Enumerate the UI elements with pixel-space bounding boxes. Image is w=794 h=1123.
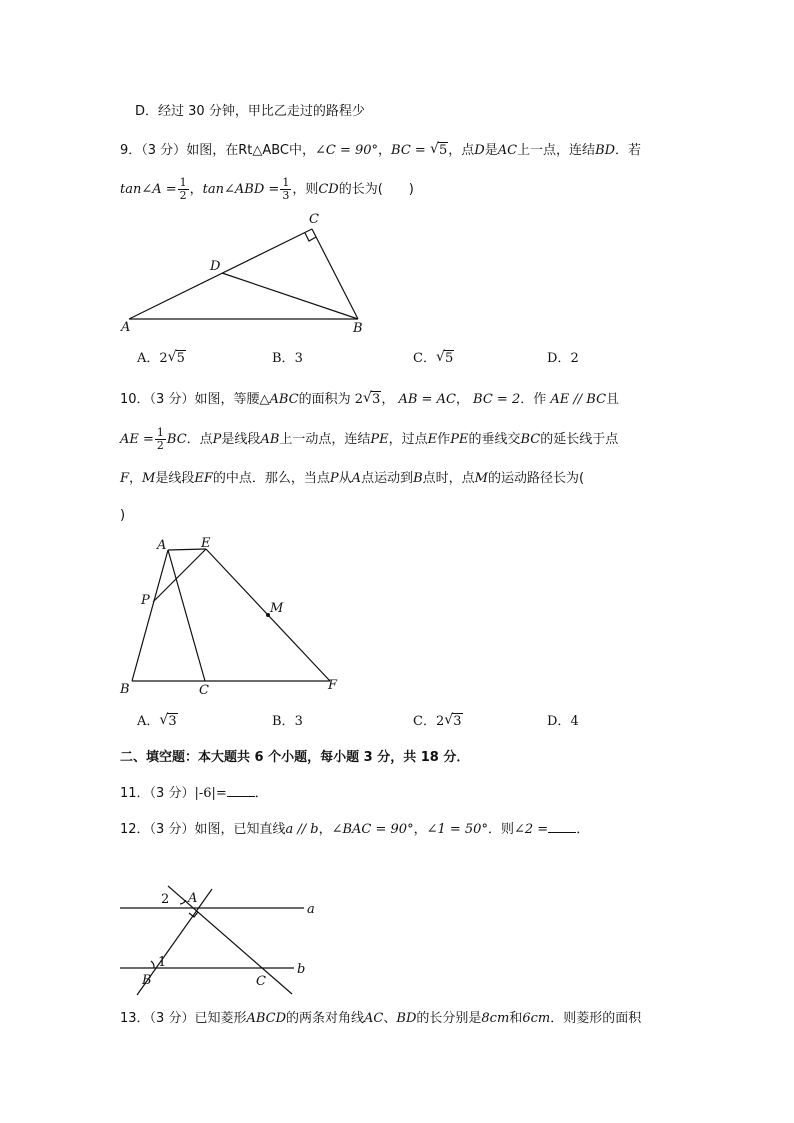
q10-text-13: 是线段 [155, 471, 195, 486]
q10-label-f: F [328, 678, 338, 693]
q12-number: 12． [120, 822, 150, 837]
q10-option-c-pre: 2 [435, 714, 445, 729]
q12-label-line-a: a [307, 902, 315, 917]
q13-text-2: 的两条对角线 [286, 1011, 365, 1026]
q13-bd: BD [396, 1011, 417, 1026]
q10-e: E [427, 432, 438, 447]
q9-bc-rad: 5 [438, 143, 448, 158]
q9-option-a-pre: 2 [159, 351, 168, 366]
q12-text-3: ， [413, 822, 427, 837]
q10-option-c-rad: 3 [453, 714, 462, 729]
q10-text-11: 的延长线于点 [540, 432, 619, 447]
q10-option-c [413, 712, 463, 732]
q9-option-c-label: C． [413, 351, 436, 366]
q9-tan-a-den: 2 [179, 189, 187, 202]
q13-text-6: ．则菱形的面积 [550, 1011, 642, 1026]
q10-ae-den: 2 [156, 439, 164, 452]
q10-b: B [413, 471, 423, 486]
q10-label-c: C [199, 683, 209, 698]
q8-option-d: D．经过 30 分钟，甲比乙走过的路程少 [135, 104, 365, 119]
q9-option-b [272, 349, 303, 369]
q10-option-d-pre: 4 [570, 714, 579, 729]
q9-text-7: 的长为( ) [338, 182, 414, 197]
q9-option-b-label: B． [272, 351, 295, 366]
q13-line [120, 1009, 641, 1029]
q10-score: （3 分） [149, 392, 195, 407]
q12-label-c-point: C [256, 974, 266, 989]
q10-area-pre: 2 [354, 392, 364, 407]
q9-option-d-pre: 2 [570, 351, 579, 366]
q13-text-4: 的长分别是 [416, 1011, 482, 1026]
q13-value-1: 8cm [481, 1011, 510, 1026]
q9-angle-c: ∠C = 90° [314, 143, 379, 158]
q9-text-5: ．若 [615, 143, 642, 158]
q10-line-4: ) [120, 508, 126, 523]
q10-triangle: △ABC [259, 392, 299, 407]
q9-label-d: D [210, 259, 221, 274]
q9-option-a-label: A． [137, 351, 160, 366]
q10-text-10: 的垂线交 [468, 432, 521, 447]
q10-ef: EF [194, 471, 213, 486]
q13-value-2: 6cm [522, 1011, 551, 1026]
q10-option-c-label: C． [413, 714, 436, 729]
q12-text-4: ．则 [487, 822, 514, 837]
q10-ae-num: 1 [156, 426, 164, 439]
q10-option-b-pre: 3 [294, 714, 303, 729]
q12-label-2: 2 [161, 892, 170, 907]
q12-blank[interactable] [548, 820, 576, 833]
q10-pe2: PE [450, 432, 469, 447]
q10-ab: AB [260, 432, 280, 447]
q10-text-17: 点时，点 [422, 471, 475, 486]
q9-text-2: ，点 [448, 143, 475, 158]
q10-label-b: B [120, 682, 130, 697]
q9-tan-abd-den: 3 [282, 189, 290, 202]
q9-segment-ac [129, 229, 312, 319]
q9-line-2: tan∠A = $\frac{1}{2}$ ，tan∠ABD = $\frac{1}{3}$ ，则CD的长为( ) [120, 176, 414, 202]
q10-text-8: ，过点 [388, 432, 428, 447]
q10-text-18: 的运动路径长为( [487, 471, 585, 486]
q9-option-b-pre: 3 [294, 351, 303, 366]
q12-score: （3 分） [149, 822, 195, 837]
section-2-title: 二、填空题：本大题共 6 个小题，每小题 3 分，共 18 分． [120, 750, 470, 765]
q9-label-b: B [353, 321, 363, 336]
q9-text-4: 上一点，连结 [517, 143, 596, 158]
q9-text-1: 如图，在Rt△ABC中， [186, 143, 315, 158]
q10-area-sqrt: √ 3 [363, 390, 381, 407]
q13-abcd: ABCD [246, 1011, 287, 1026]
q9-point-d: D [474, 143, 485, 158]
q9-tan-a: tan∠A = [120, 182, 177, 197]
q12-end: ． [576, 822, 590, 837]
q13-text-3: 、 [383, 1011, 397, 1026]
q12-label-1: 1 [158, 955, 167, 970]
q10-label-p: P [141, 593, 150, 608]
q10-p2: P [329, 471, 339, 486]
q9-option-a [137, 349, 186, 369]
q13-score: （3 分） [149, 1011, 195, 1026]
q12-line [120, 820, 589, 840]
q10-bc-eq: BC = 2 [473, 392, 521, 407]
q13-number: 13． [120, 1011, 150, 1026]
q10-option-b [272, 712, 303, 732]
q10-line-1: 10．（3 分）如图，等腰△ABC的面积为 2 √ 3， AB = AC， BC = 2．作 AE // BC且 [120, 390, 619, 410]
q9-tan-abd: tan∠ABD = [202, 182, 280, 197]
q11-end: ． [254, 786, 268, 801]
q12-angle-2: ∠2 = [513, 822, 549, 837]
q12-label-b-point: B [142, 973, 152, 988]
q10-text-1: 如图，等腰 [194, 392, 260, 407]
q10-ae-bc: AE // BC [550, 392, 607, 407]
q9-ac: AC [497, 143, 518, 158]
q12-angle-1: ∠1 = 50° [426, 822, 488, 837]
q10-option-d-label: D． [547, 714, 571, 729]
q10-m2: M [474, 471, 488, 486]
q10-ae-eq: AE = [120, 432, 154, 447]
q12-parallel: a // b [285, 822, 319, 837]
q10-option-a-rad: 3 [168, 714, 177, 729]
q9-score: （3 分） [141, 143, 187, 158]
q10-f: F [120, 471, 130, 486]
q10-text-7: 上一动点，连结 [279, 432, 371, 447]
q10-p: P [212, 432, 222, 447]
q12-label-a-point: A [188, 891, 198, 906]
q10-pe: PE [370, 432, 389, 447]
q10-option-d [547, 712, 579, 732]
q10-label-a: A [157, 538, 167, 553]
q10-a: A [351, 471, 362, 486]
q9-text-6: ，则 [292, 182, 319, 197]
q10-text-2: 的面积为 [298, 392, 351, 407]
q10-label-e: E [201, 536, 211, 551]
q10-ae-bc2: BC [166, 432, 187, 447]
q10-area-rad: 3 [372, 392, 381, 407]
q11-blank[interactable] [227, 784, 255, 797]
q9-option-c-sqrt: √ 5 [435, 349, 454, 366]
q13-text-5: 和 [509, 1011, 523, 1026]
q11-number: 11． [120, 786, 150, 801]
q10-label-m: M [270, 601, 284, 616]
q9-tan-a-num: 1 [179, 176, 187, 189]
q10-line-3 [120, 469, 584, 489]
q9-cd: CD [318, 182, 339, 197]
q10-text-3: ．作 [520, 392, 547, 407]
q11-expr: |-6|= [194, 786, 227, 801]
q9-option-c-rad: 5 [444, 351, 454, 366]
q10-text-5: ．点 [186, 432, 213, 447]
q10-ab-ac: AB = AC [398, 392, 456, 407]
q10-text-4: 且 [606, 392, 620, 407]
q12-text-2: ， [318, 822, 332, 837]
q10-m: M [142, 471, 156, 486]
q10-option-a-sqrt: √ 3 [159, 712, 177, 729]
q9-option-d [547, 349, 579, 369]
q9-bd: BD [595, 143, 616, 158]
q12-angle-bac: ∠BAC = 90° [331, 822, 414, 837]
q9-label-c: C [309, 212, 319, 227]
q9-bc-sqrt: √ 5 [429, 141, 448, 158]
q10-text-15: 从 [338, 471, 352, 486]
q9-option-c [413, 349, 454, 369]
q9-tan-abd-num: 1 [282, 176, 290, 189]
q10-text-6: 是线段 [221, 432, 261, 447]
q9-option-d-label: D． [547, 351, 571, 366]
q9-option-a-rad: 5 [176, 351, 185, 366]
q9-number: 9． [120, 143, 142, 158]
q13-ac: AC [364, 1011, 384, 1026]
q13-text-1: 已知菱形 [194, 1011, 247, 1026]
q12-text-1: 如图，已知直线 [194, 822, 286, 837]
q9-option-a-sqrt: √ 5 [167, 349, 185, 366]
q10-option-a-label: A． [137, 714, 160, 729]
q10-line-2 [120, 427, 618, 452]
q10-text-12: ， [129, 471, 143, 486]
q10-bc2: BC [520, 432, 541, 447]
q9-text-3: 是 [484, 143, 498, 158]
q10-text-14: 的中点．那么，当点 [212, 471, 330, 486]
q12-label-line-b: b [297, 962, 306, 977]
q10-text-9: 作 [437, 432, 451, 447]
q10-ae-frac [155, 427, 166, 452]
q10-option-b-label: B． [272, 714, 295, 729]
q9-label-a: A [121, 320, 131, 335]
q9-bc: BC = [391, 143, 430, 158]
q10-option-a [137, 712, 178, 732]
q11-score: （3 分） [149, 786, 195, 801]
q11-line [120, 784, 268, 804]
q9-line-1: 9．（3 分）如图，在Rt△ABC中，∠C = 90°，BC = √ 5，点D是AC上一点，连结BD．若 [120, 141, 641, 161]
q10-text-16: 点运动到 [361, 471, 414, 486]
q10-option-c-sqrt: √ 3 [444, 712, 462, 729]
q10-number: 10． [120, 392, 150, 407]
